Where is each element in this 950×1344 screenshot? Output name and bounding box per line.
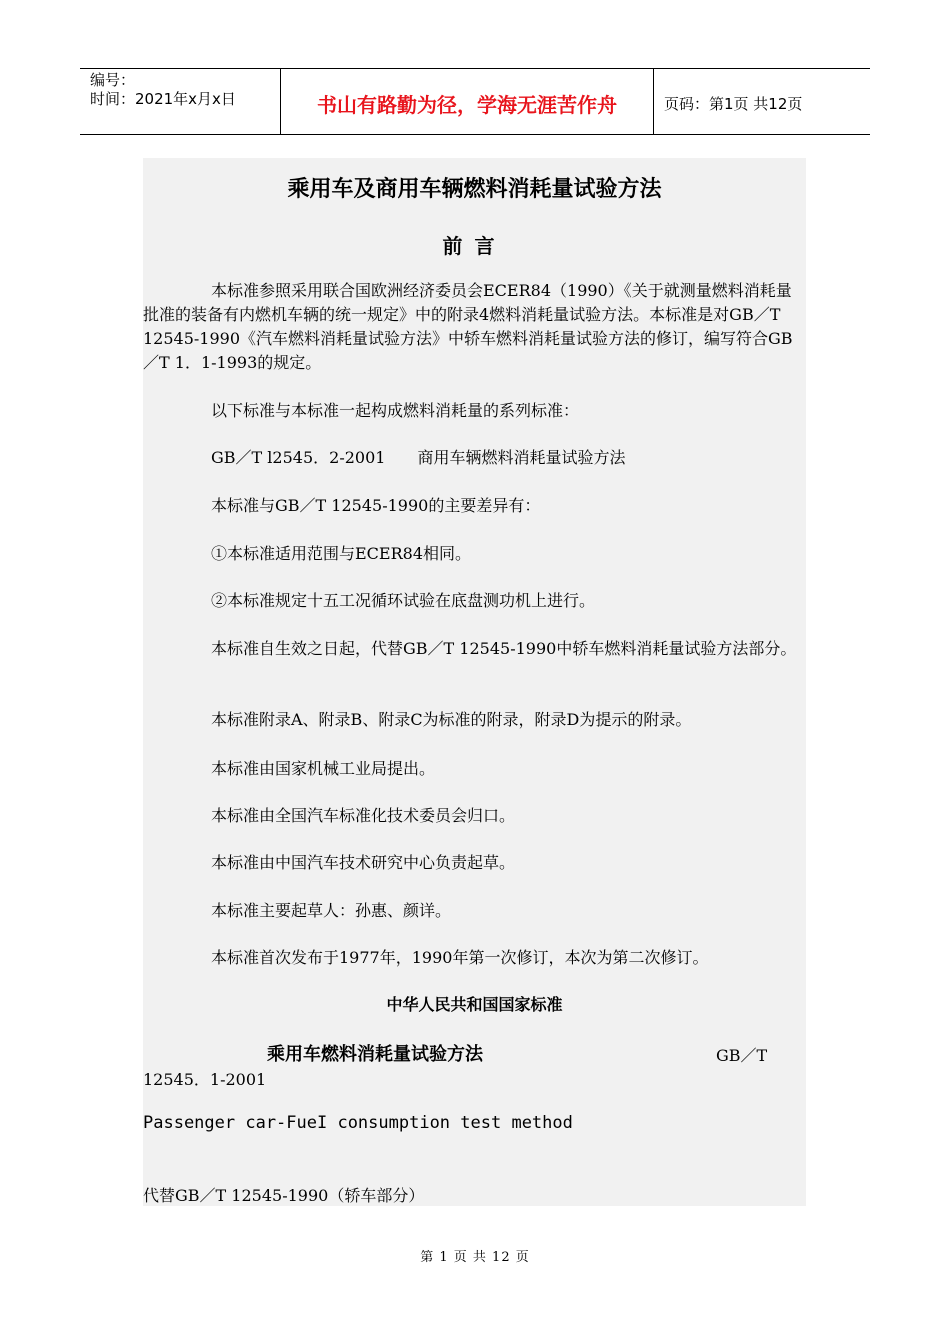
time-label: 时间：2021年x月x日 (90, 90, 236, 108)
paragraph: 本标准由全国汽车标准化技术委员会归口。 (211, 806, 516, 825)
paragraph: 本标准主要起草人：孙惠、颜详。 (211, 901, 452, 920)
paragraph: 本标准由中国汽车技术研究中心负责起草。 (211, 853, 516, 872)
paragraph: 本标准首次发布于1977年，1990年第一次修订，本次为第二次修订。 (211, 948, 709, 967)
header-motto: 书山有路勤为径，学海无涯苦作舟 (281, 69, 654, 134)
paragraph-related-standard: GB／T l2545．2-2001 商用车辆燃料消耗量试验方法 (211, 448, 626, 467)
paragraph: 本标准与GB／T 12545-1990的主要差异有： (211, 496, 541, 515)
document-title: 乘用车及商用车辆燃料消耗量试验方法 (287, 177, 662, 202)
paragraph-difference-2: ②本标准规定十五工况循环试验在底盘测功机上进行。 (211, 591, 596, 610)
standard-code-prefix: GB／T (716, 1046, 768, 1065)
english-title: Passenger car-FueI consumption test method (143, 1113, 573, 1133)
standard-code-number: 12545．1-2001 (143, 1070, 267, 1089)
header-page-info: 页码：第1页 共12页 (664, 95, 803, 113)
paragraph: 本标准自生效之日起，代替GB／T 12545-1990中轿车燃料消耗量试验方法部分。 (211, 639, 797, 658)
paragraph: 本标准附录A、附录B、附录C为标准的附录，附录D为提示的附录。 (211, 710, 692, 729)
paragraph: 本标准由国家机械工业局提出。 (211, 759, 436, 778)
preface-heading: 前言 (442, 234, 507, 258)
replaces-note: 代替GB／T 12545-1990（轿车部分） (143, 1186, 425, 1205)
national-standard-heading: 中华人民共和国国家标准 (386, 995, 563, 1014)
page-footer: 第 1 页 共 12 页 (420, 1250, 530, 1265)
standard-title: 乘用车燃料消耗量试验方法 (267, 1044, 483, 1065)
paragraph: 以下标准与本标准一起构成燃料消耗量的系列标准： (211, 401, 580, 420)
paragraph-intro: 本标准参照采用联合国欧洲经济委员会ECER84（1990）《关于就测量燃料消耗量批准的装备有内燃机车辆的统一规定》中的附录4燃料消耗量试验方法。本标准是对GB／T 12545-1990《汽车燃料消耗量试验方法》中轿车燃料消耗量试验方法的修订，编写符合GB／T 1．1-1993的规定。 (143, 281, 793, 372)
header-meta (80, 69, 281, 134)
paragraph-difference-1: ①本标准适用范围与ECER84相同。 (211, 544, 472, 563)
page-header (80, 68, 870, 135)
number-label: 编号： (90, 71, 136, 89)
